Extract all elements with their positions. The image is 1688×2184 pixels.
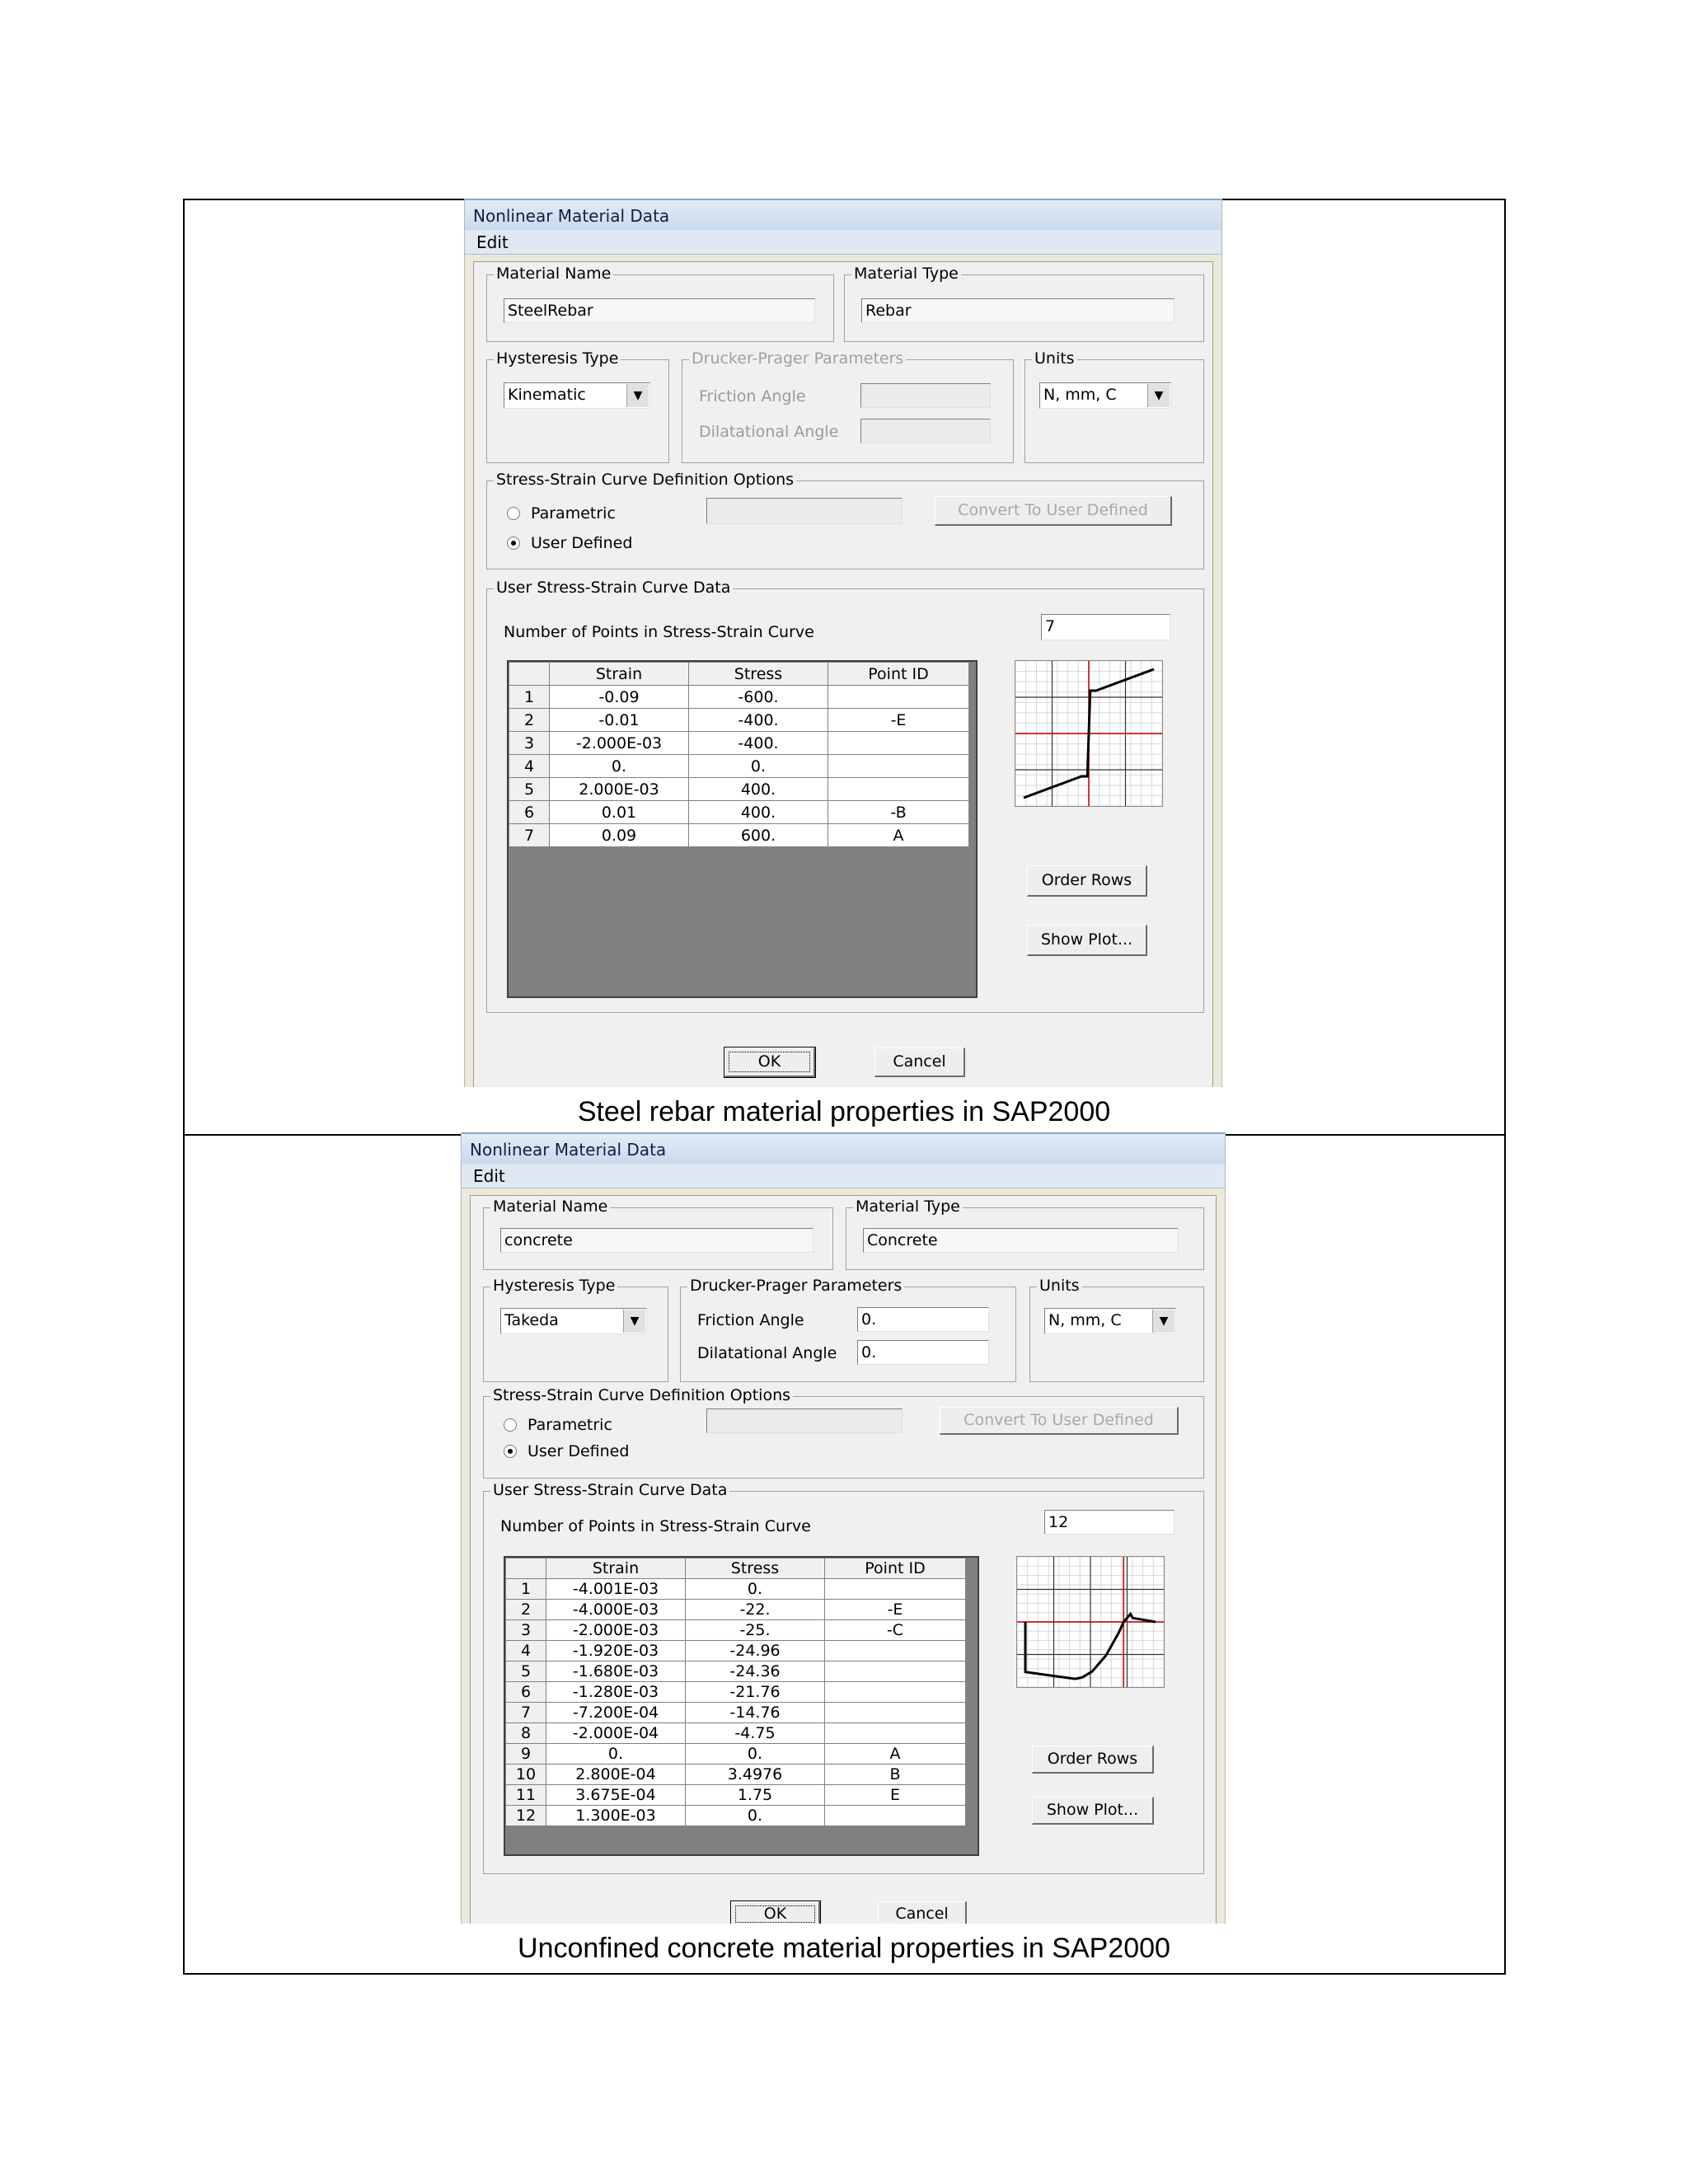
table-cell[interactable]: -B bbox=[828, 801, 969, 824]
curve-options-label: Stress-Strain Curve Definition Options bbox=[494, 471, 796, 489]
table-row[interactable] bbox=[506, 1765, 966, 1785]
curve-data-label: User Stress-Strain Curve Data bbox=[490, 1481, 729, 1499]
hysteresis-value: Kinematic bbox=[508, 386, 586, 404]
row-number: 5 bbox=[509, 778, 550, 801]
table-cell[interactable]: 0. bbox=[546, 1744, 686, 1765]
stress-strain-plot-svg bbox=[1015, 661, 1162, 806]
table-row[interactable] bbox=[509, 801, 969, 824]
row-number: 5 bbox=[506, 1661, 546, 1682]
table-cell[interactable]: -24.96 bbox=[686, 1641, 825, 1661]
dialog-title: Nonlinear Material Data bbox=[465, 199, 1221, 230]
table-cell[interactable]: -400. bbox=[689, 732, 828, 755]
column-header[interactable]: Point ID bbox=[828, 663, 969, 686]
menu-edit[interactable]: Edit bbox=[465, 230, 1221, 255]
stress-strain-plot-svg bbox=[1017, 1557, 1164, 1687]
table-cell[interactable] bbox=[828, 755, 969, 778]
stress-strain-grid[interactable] bbox=[507, 660, 978, 998]
row-number: 2 bbox=[509, 709, 550, 732]
hysteresis-group bbox=[486, 349, 669, 463]
row-number: 1 bbox=[506, 1579, 546, 1600]
table-cell[interactable]: 3.675E-04 bbox=[546, 1785, 686, 1806]
table-row[interactable] bbox=[506, 1744, 966, 1765]
friction-angle-label: Friction Angle bbox=[699, 387, 806, 405]
material-name-group bbox=[486, 265, 834, 342]
dilatational-angle-label: Dilatational Angle bbox=[699, 423, 839, 441]
drucker-prager-label: Drucker-Prager Parameters bbox=[687, 1277, 904, 1295]
table-row[interactable] bbox=[506, 1682, 966, 1703]
column-header[interactable]: Strain bbox=[546, 1558, 686, 1579]
convert-to-user-defined-button[interactable]: Convert To User Defined bbox=[940, 1407, 1179, 1435]
table-cell[interactable] bbox=[825, 1579, 966, 1600]
row-number: 4 bbox=[509, 755, 550, 778]
row-number: 6 bbox=[509, 801, 550, 824]
chevron-down-icon[interactable]: ▼ bbox=[623, 1310, 645, 1333]
material-name-label: Material Name bbox=[494, 265, 613, 283]
table-cell[interactable]: -4.75 bbox=[686, 1723, 825, 1744]
table-row[interactable] bbox=[506, 1785, 966, 1806]
stress-strain-grid[interactable] bbox=[504, 1556, 979, 1856]
table-row[interactable] bbox=[506, 1579, 966, 1600]
row-number: 9 bbox=[506, 1744, 546, 1765]
show-plot-button[interactable]: Show Plot... bbox=[1027, 925, 1147, 956]
menu-edit[interactable]: Edit bbox=[462, 1164, 1225, 1188]
row-number: 6 bbox=[506, 1682, 546, 1703]
units-value: N, mm, C bbox=[1043, 386, 1117, 404]
table-cell[interactable]: B bbox=[825, 1765, 966, 1785]
table-cell[interactable]: 0.01 bbox=[550, 801, 689, 824]
friction-angle-field[interactable] bbox=[860, 383, 991, 408]
table-row[interactable] bbox=[506, 1641, 966, 1661]
material-name-group bbox=[483, 1197, 833, 1270]
table-cell[interactable]: -4.000E-03 bbox=[546, 1600, 686, 1620]
table-row[interactable] bbox=[509, 709, 969, 732]
table-cell[interactable] bbox=[825, 1682, 966, 1703]
table-cell[interactable]: 3.4976 bbox=[686, 1765, 825, 1785]
parametric-field[interactable] bbox=[706, 498, 903, 524]
material-type-field[interactable]: Rebar bbox=[861, 298, 1175, 323]
show-plot-button[interactable]: Show Plot... bbox=[1032, 1797, 1154, 1825]
table-row[interactable] bbox=[509, 686, 969, 709]
row-number: 7 bbox=[509, 824, 550, 847]
table-cell[interactable]: -1.680E-03 bbox=[546, 1661, 686, 1682]
table-cell[interactable]: -2.000E-03 bbox=[550, 732, 689, 755]
hysteresis-select[interactable] bbox=[500, 1308, 647, 1334]
row-number: 8 bbox=[506, 1723, 546, 1744]
table-row[interactable] bbox=[506, 1620, 966, 1641]
table-cell[interactable]: -14.76 bbox=[686, 1703, 825, 1723]
table-cell[interactable]: 0. bbox=[550, 755, 689, 778]
table-cell[interactable]: A bbox=[825, 1744, 966, 1765]
table-row[interactable] bbox=[506, 1723, 966, 1744]
table-row[interactable] bbox=[506, 1661, 966, 1682]
ok-button-label: OK bbox=[757, 1052, 781, 1071]
dilatational-angle-field[interactable]: 0. bbox=[857, 1340, 989, 1365]
ok-button-label: OK bbox=[763, 1905, 787, 1923]
friction-angle-field[interactable]: 0. bbox=[857, 1307, 989, 1332]
units-value: N, mm, C bbox=[1048, 1311, 1122, 1329]
table-cell[interactable]: 0. bbox=[689, 755, 828, 778]
table-cell[interactable]: 400. bbox=[689, 801, 828, 824]
hysteresis-select[interactable] bbox=[504, 382, 650, 409]
table-cell[interactable]: -21.76 bbox=[686, 1682, 825, 1703]
user-defined-label: User Defined bbox=[528, 1442, 630, 1460]
table-row[interactable] bbox=[506, 1806, 966, 1826]
table-cell[interactable]: -600. bbox=[689, 686, 828, 709]
parametric-label: Parametric bbox=[531, 504, 616, 523]
row-number: 12 bbox=[506, 1806, 546, 1826]
user-defined-radio[interactable] bbox=[504, 1445, 517, 1458]
table-cell[interactable]: -25. bbox=[686, 1620, 825, 1641]
user-defined-label: User Defined bbox=[531, 534, 633, 552]
row-number: 7 bbox=[506, 1703, 546, 1723]
friction-angle-label: Friction Angle bbox=[697, 1311, 804, 1329]
hysteresis-label: Hysteresis Type bbox=[494, 349, 621, 368]
dialog-panel bbox=[473, 261, 1213, 1087]
stress-strain-plot bbox=[1016, 1556, 1165, 1688]
dilatational-angle-label: Dilatational Angle bbox=[697, 1344, 837, 1362]
concrete-caption: Unconfined concrete material properties in SAP2000 bbox=[518, 1933, 1170, 1964]
curve-options-label: Stress-Strain Curve Definition Options bbox=[490, 1386, 793, 1404]
order-rows-button[interactable]: Order Rows bbox=[1032, 1746, 1154, 1774]
units-label: Units bbox=[1037, 1277, 1082, 1295]
table-cell[interactable]: 2.800E-04 bbox=[546, 1765, 686, 1785]
num-points-label: Number of Points in Stress-Strain Curve bbox=[504, 623, 814, 641]
table-cell[interactable]: -1.920E-03 bbox=[546, 1641, 686, 1661]
stress-strain-table bbox=[505, 1558, 966, 1826]
table-cell[interactable] bbox=[828, 778, 969, 801]
convert-to-user-defined-button[interactable]: Convert To User Defined bbox=[935, 496, 1172, 526]
table-cell[interactable]: 1.75 bbox=[686, 1785, 825, 1806]
units-label: Units bbox=[1032, 349, 1077, 368]
num-points-field[interactable]: 12 bbox=[1044, 1510, 1175, 1535]
grid-corner bbox=[506, 1558, 546, 1579]
row-number: 4 bbox=[506, 1641, 546, 1661]
chevron-down-icon[interactable]: ▼ bbox=[1152, 1310, 1175, 1333]
stress-strain-plot bbox=[1015, 660, 1163, 807]
table-cell[interactable]: -0.09 bbox=[550, 686, 689, 709]
column-header[interactable]: Stress bbox=[686, 1558, 825, 1579]
units-select[interactable] bbox=[1039, 382, 1171, 409]
dialog-title: Nonlinear Material Data bbox=[462, 1132, 1225, 1164]
table-cell[interactable]: -E bbox=[828, 709, 969, 732]
parametric-radio[interactable] bbox=[507, 507, 520, 520]
table-row[interactable] bbox=[509, 755, 969, 778]
units-select[interactable] bbox=[1044, 1308, 1176, 1334]
cancel-button[interactable]: Cancel bbox=[878, 1901, 967, 1924]
table-cell[interactable]: -2.000E-04 bbox=[546, 1723, 686, 1744]
table-cell[interactable]: A bbox=[828, 824, 969, 847]
material-type-label: Material Type bbox=[851, 265, 961, 283]
table-cell[interactable]: 0. bbox=[686, 1579, 825, 1600]
hysteresis-group bbox=[483, 1277, 668, 1382]
row-number: 1 bbox=[509, 686, 550, 709]
chevron-down-icon[interactable]: ▼ bbox=[626, 384, 649, 407]
table-cell[interactable] bbox=[828, 732, 969, 755]
ok-button[interactable] bbox=[731, 1901, 820, 1924]
material-name-field[interactable]: concrete bbox=[500, 1228, 814, 1253]
drucker-prager-label: Drucker-Prager Parameters bbox=[689, 349, 906, 368]
table-cell[interactable] bbox=[825, 1641, 966, 1661]
column-header[interactable]: Strain bbox=[550, 663, 689, 686]
table-cell[interactable]: -0.01 bbox=[550, 709, 689, 732]
table-row[interactable] bbox=[506, 1600, 966, 1620]
table-cell[interactable] bbox=[825, 1661, 966, 1682]
material-name-label: Material Name bbox=[490, 1197, 610, 1216]
curve-options-group bbox=[486, 471, 1204, 569]
row-number: 11 bbox=[506, 1785, 546, 1806]
hysteresis-value: Takeda bbox=[504, 1311, 559, 1329]
drucker-prager-group bbox=[682, 349, 1014, 463]
table-cell[interactable]: E bbox=[825, 1785, 966, 1806]
table-cell[interactable]: 2.000E-03 bbox=[550, 778, 689, 801]
grid-corner bbox=[509, 663, 550, 686]
table-row[interactable] bbox=[509, 824, 969, 847]
curve-data-label: User Stress-Strain Curve Data bbox=[494, 579, 733, 597]
dialog-panel bbox=[470, 1195, 1217, 1924]
table-cell[interactable]: 0.09 bbox=[550, 824, 689, 847]
table-row[interactable] bbox=[506, 1703, 966, 1723]
steel-dialog bbox=[464, 199, 1222, 1087]
table-cell[interactable]: 1.300E-03 bbox=[546, 1806, 686, 1826]
table-cell[interactable]: 0. bbox=[686, 1806, 825, 1826]
column-header[interactable]: Point ID bbox=[825, 1558, 966, 1579]
parametric-label: Parametric bbox=[528, 1416, 612, 1434]
table-row[interactable] bbox=[509, 732, 969, 755]
table-cell[interactable] bbox=[825, 1703, 966, 1723]
table-cell[interactable]: -4.001E-03 bbox=[546, 1579, 686, 1600]
table-cell[interactable] bbox=[825, 1723, 966, 1744]
table-row[interactable] bbox=[509, 778, 969, 801]
stress-strain-table bbox=[509, 662, 969, 847]
material-type-group bbox=[844, 265, 1204, 342]
table-cell[interactable]: 400. bbox=[689, 778, 828, 801]
table-cell[interactable]: -24.36 bbox=[686, 1661, 825, 1682]
curve-data-group bbox=[483, 1481, 1204, 1874]
curve-data-group bbox=[486, 579, 1204, 1013]
num-points-label: Number of Points in Stress-Strain Curve bbox=[500, 1517, 811, 1535]
steel-caption: Steel rebar material properties in SAP2000 bbox=[577, 1096, 1111, 1127]
table-cell[interactable] bbox=[828, 686, 969, 709]
material-type-field[interactable]: Concrete bbox=[863, 1228, 1179, 1253]
concrete-dialog bbox=[461, 1132, 1226, 1924]
hysteresis-label: Hysteresis Type bbox=[490, 1277, 617, 1295]
focus-rectangle bbox=[729, 1052, 810, 1072]
material-name-field[interactable]: SteelRebar bbox=[504, 298, 815, 323]
parametric-field[interactable] bbox=[706, 1408, 903, 1433]
chevron-down-icon[interactable]: ▼ bbox=[1147, 384, 1170, 407]
table-cell[interactable]: 600. bbox=[689, 824, 828, 847]
table-cell[interactable]: -E bbox=[825, 1600, 966, 1620]
table-cell[interactable] bbox=[825, 1806, 966, 1826]
units-group bbox=[1025, 349, 1204, 463]
units-group bbox=[1029, 1277, 1204, 1382]
drucker-prager-group bbox=[680, 1277, 1016, 1382]
table-cell[interactable]: 0. bbox=[686, 1744, 825, 1765]
table-cell[interactable]: -1.280E-03 bbox=[546, 1682, 686, 1703]
table-cell[interactable]: -22. bbox=[686, 1600, 825, 1620]
row-number: 3 bbox=[506, 1620, 546, 1641]
parametric-radio[interactable] bbox=[504, 1418, 517, 1432]
table-cell[interactable]: -C bbox=[825, 1620, 966, 1641]
ok-button[interactable] bbox=[724, 1047, 815, 1077]
material-type-group bbox=[846, 1197, 1204, 1270]
material-type-label: Material Type bbox=[853, 1197, 963, 1216]
order-rows-button[interactable]: Order Rows bbox=[1027, 865, 1147, 897]
row-number: 10 bbox=[506, 1765, 546, 1785]
curve-options-group bbox=[483, 1386, 1204, 1479]
table-cell[interactable]: -7.200E-04 bbox=[546, 1703, 686, 1723]
row-number: 2 bbox=[506, 1600, 546, 1620]
table-cell[interactable]: -400. bbox=[689, 709, 828, 732]
cancel-button[interactable]: Cancel bbox=[874, 1047, 965, 1077]
row-number: 3 bbox=[509, 732, 550, 755]
focus-rectangle bbox=[735, 1905, 815, 1923]
user-defined-radio[interactable] bbox=[507, 537, 520, 550]
dilatational-angle-field[interactable] bbox=[860, 419, 991, 443]
num-points-field[interactable]: 7 bbox=[1041, 614, 1170, 640]
table-cell[interactable]: -2.000E-03 bbox=[546, 1620, 686, 1641]
column-header[interactable]: Stress bbox=[689, 663, 828, 686]
